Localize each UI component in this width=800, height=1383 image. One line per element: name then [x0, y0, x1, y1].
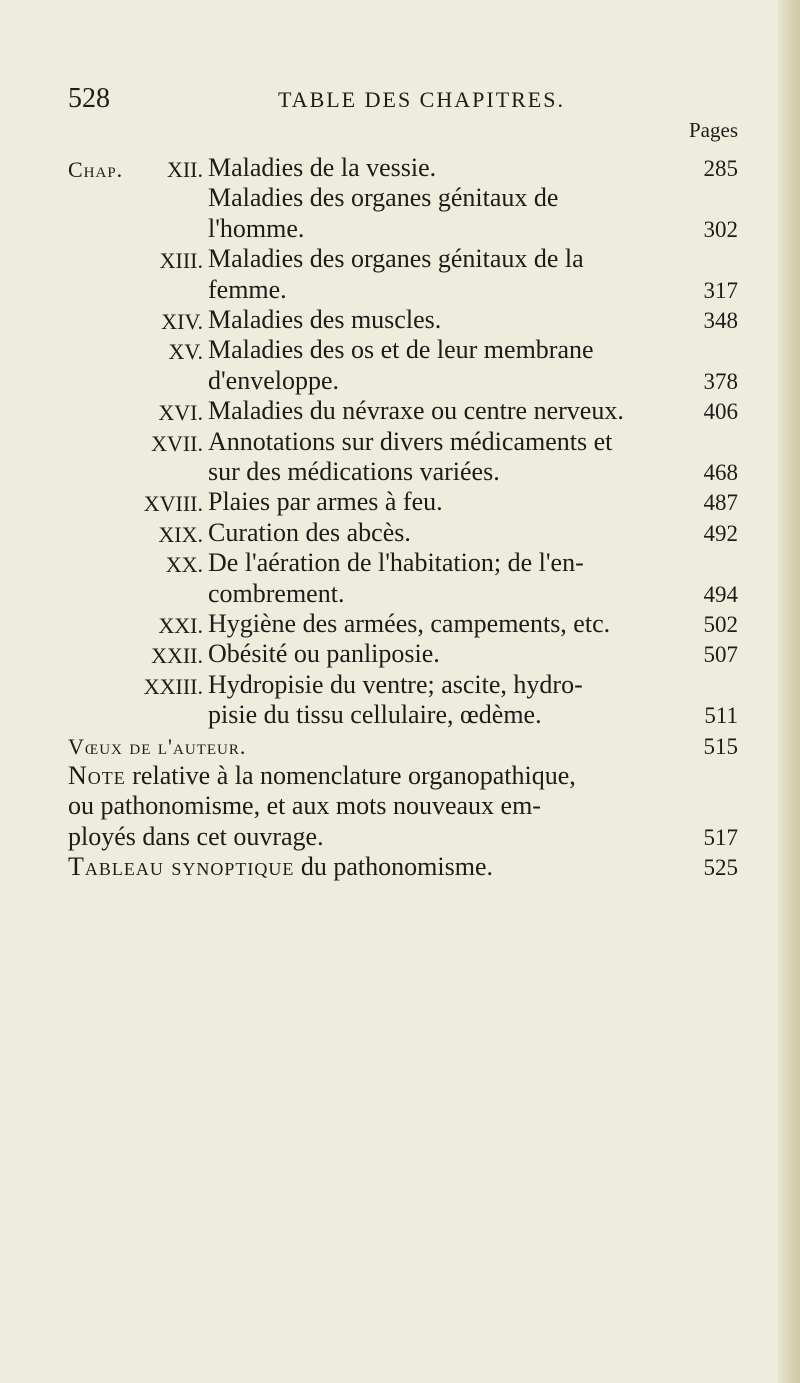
page-edge: [778, 0, 800, 1383]
toc-entry: [68, 427, 738, 488]
page-reference: 487: [703, 490, 738, 516]
chapter-number: XX.: [165, 552, 203, 578]
chapter-number: XXIII.: [143, 673, 203, 699]
entry-text-line: Maladies du névraxe ou centre nerveux.: [208, 396, 624, 426]
chapter-number: XIV.: [161, 308, 203, 334]
entry-text-line: combrement.: [208, 578, 345, 608]
page-reference: 494: [703, 581, 738, 607]
toc-entry: [68, 609, 738, 639]
entry-text-line: d'enveloppe.: [208, 365, 340, 395]
page-number: 528: [68, 83, 110, 114]
chapter-number: XV.: [168, 339, 203, 365]
entry-text-line: Curation des abcès.: [208, 517, 411, 547]
page-reference: 515: [703, 733, 738, 759]
chapter-number: XII.: [166, 157, 203, 182]
page-reference: 378: [703, 368, 738, 394]
entry-text-line: Maladies des organes génitaux de: [208, 183, 559, 213]
entry-text-line: Tableau synoptique du pathonomisme.: [68, 852, 493, 882]
toc-entry: [68, 852, 738, 882]
toc-entry: [68, 548, 738, 609]
entry-text-line: femme.: [208, 274, 287, 304]
page-reference: 517: [703, 824, 738, 850]
page-reference: 507: [703, 642, 738, 668]
entry-text-line: ou pathonomisme, et aux mots nouveaux em-: [68, 791, 541, 821]
page-reference: 348: [703, 307, 738, 333]
toc-entry: [68, 396, 738, 426]
entry-text-line: sur des médications variées.: [208, 456, 500, 486]
toc-entry: [68, 305, 738, 335]
toc-entry: [68, 518, 738, 548]
page-reference: 317: [703, 277, 738, 303]
toc-entry: [68, 639, 738, 669]
chapter-number: XVI.: [158, 400, 203, 426]
toc-entry: [68, 487, 738, 517]
entry-text-line: Note relative à la nomenclature organopathique,: [68, 760, 576, 790]
page-reference: 406: [703, 399, 738, 425]
entry-text-line: Vœux de l'auteur.: [68, 733, 247, 759]
table-of-contents: [68, 153, 738, 882]
page-header: [68, 83, 768, 123]
chapter-prefix: Chap.: [68, 157, 124, 182]
entry-text-line: ployés dans cet ouvrage.: [68, 821, 324, 851]
page-reference: 525: [703, 855, 738, 881]
entry-text-line: De l'aération de l'habitation; de l'en-: [208, 548, 584, 578]
running-title: TABLE DES CHAPITRES.: [278, 87, 565, 112]
pages-column-heading: Pages: [689, 118, 738, 142]
page-reference: 502: [703, 611, 738, 637]
toc-entry: [68, 761, 738, 852]
entry-text-line: Hygiène des armées, campements, etc.: [208, 608, 611, 638]
chapter-number: XXI.: [158, 612, 203, 638]
entry-text-line: Maladies des muscles.: [208, 304, 442, 334]
toc-entry: [68, 153, 738, 183]
entry-text-line: l'homme.: [208, 213, 305, 243]
entry-text-line: Obésité ou panliposie.: [208, 639, 440, 669]
toc-entry: [68, 183, 738, 244]
entry-text-line: Hydropisie du ventre; ascite, hydro-: [208, 669, 583, 699]
chapter-number: XVII.: [151, 430, 203, 456]
chapter-number: XXII.: [151, 643, 203, 669]
entry-text-line: Maladies des os et de leur membrane: [208, 335, 594, 365]
entry-text-line: Plaies par armes à feu.: [208, 487, 443, 517]
page-reference: 468: [703, 459, 738, 485]
entry-text-line: Maladies de la vessie.: [208, 153, 437, 182]
chapter-number: XIX.: [158, 521, 203, 547]
toc-entry: [68, 670, 738, 731]
page-reference: 511: [704, 703, 738, 729]
chapter-number: XIII.: [159, 248, 203, 274]
entry-text-line: pisie du tissu cellulaire, œdème.: [208, 700, 542, 730]
page-reference: 492: [703, 520, 738, 546]
toc-entry: [68, 244, 738, 305]
page-reference: 285: [703, 156, 738, 181]
toc-entry: [68, 335, 738, 396]
toc-entry: [68, 731, 738, 761]
entry-text-line: Maladies des organes génitaux de la: [208, 244, 584, 274]
chapter-number: XVIII.: [143, 491, 203, 517]
page-reference: 302: [703, 216, 738, 242]
entry-text-line: Annotations sur divers médicaments et: [208, 426, 613, 456]
